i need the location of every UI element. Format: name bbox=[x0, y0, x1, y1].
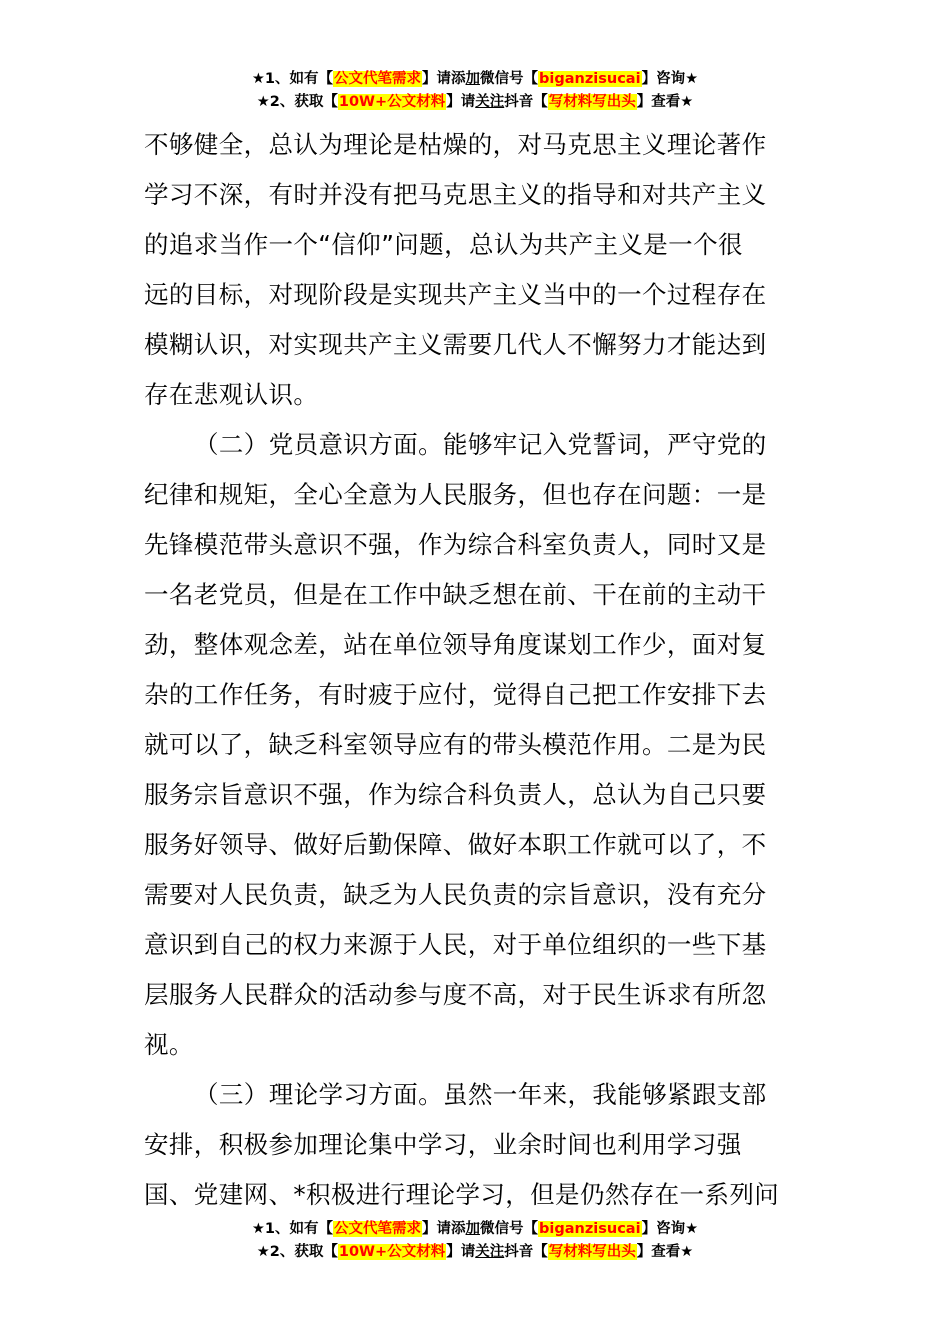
banner-text: 】咨询★ bbox=[641, 71, 699, 87]
text-line: 杂的工作任务，有时疲于应付，觉得自己把工作安排下去 bbox=[144, 680, 767, 709]
banner-line-2 bbox=[0, 1241, 950, 1264]
text-line: 学习不深，有时并没有把马克思主义的指导和对共产主义 bbox=[144, 180, 767, 209]
banner-text: 】请 bbox=[446, 94, 476, 110]
banner-underlined-text: 加 bbox=[465, 1221, 481, 1237]
banner-text: 微信号【 bbox=[480, 1221, 539, 1237]
banner-text: 】请添 bbox=[422, 1221, 466, 1237]
text-line: 存在悲观认识。 bbox=[144, 380, 319, 409]
banner-highlight: 10W+公文材料 bbox=[338, 94, 446, 110]
banner-line-1 bbox=[0, 1218, 950, 1241]
text-line: 远的目标，对现阶段是实现共产主义当中的一个过程存在 bbox=[144, 280, 767, 309]
banner-text: 】请 bbox=[446, 1244, 476, 1260]
banner-highlight: 10W+公文材料 bbox=[338, 1244, 446, 1260]
banner-text: 微信号【 bbox=[480, 71, 539, 87]
text-line: 劲，整体观念差，站在单位领导角度谋划工作少，面对复 bbox=[144, 630, 767, 659]
text-line: 一名老党员，但是在工作中缺乏想在前、干在前的主动干 bbox=[144, 580, 767, 609]
paragraph-start-line: （三）理论学习方面。虽然一年来，我能够紧跟支部 bbox=[194, 1080, 767, 1109]
text-line: 意识到自己的权力来源于人民，对于单位组织的一些下基 bbox=[144, 930, 767, 959]
banner-text: 】请添 bbox=[422, 71, 466, 87]
banner-text: ★2、获取【 bbox=[256, 1244, 338, 1260]
text-line: 先锋模范带头意识不强，作为综合科室负责人，同时又是 bbox=[144, 530, 767, 559]
text-line: 层服务人民群众的活动参与度不高，对于民生诉求有所忽 bbox=[144, 980, 767, 1009]
text-line: 纪律和规矩，全心全意为人民服务，但也存在问题：一是 bbox=[144, 480, 767, 509]
banner-text: 抖音【 bbox=[504, 94, 548, 110]
header-banner bbox=[0, 68, 950, 114]
banner-underlined-text: 关注 bbox=[475, 1244, 505, 1260]
text-line: 的追求当作一个“信仰”问题，总认为共产主义是一个很 bbox=[144, 230, 743, 259]
text-line: 模糊认识，对实现共产主义需要几代人不懈努力才能达到 bbox=[144, 330, 767, 359]
footer-banner bbox=[0, 1218, 950, 1264]
banner-highlight: 写材料写出头 bbox=[548, 94, 636, 110]
banner-text: 】查看★ bbox=[636, 94, 694, 110]
banner-text: 】咨询★ bbox=[641, 1221, 699, 1237]
banner-highlight: biganzisucai bbox=[539, 1221, 641, 1237]
banner-text: ★2、获取【 bbox=[256, 94, 338, 110]
banner-line-1 bbox=[0, 68, 950, 91]
banner-line-2 bbox=[0, 91, 950, 114]
banner-highlight: 公文代笔需求 bbox=[334, 1221, 422, 1237]
banner-text: 】查看★ bbox=[636, 1244, 694, 1260]
document-body bbox=[144, 120, 808, 1220]
text-line: 服务好领导、做好后勤保障、做好本职工作就可以了，不 bbox=[144, 830, 767, 859]
banner-highlight: biganzisucai bbox=[539, 71, 641, 87]
text-line: 服务宗旨意识不强，作为综合科负责人，总认为自己只要 bbox=[144, 780, 767, 809]
text-line: 需要对人民负责，缺乏为人民负责的宗旨意识，没有充分 bbox=[144, 880, 767, 909]
text-line: 国、党建网、*积极进行理论学习，但是仍然存在一系列问 bbox=[144, 1180, 780, 1209]
text-line: 安排，积极参加理论集中学习，业余时间也利用学习强 bbox=[144, 1130, 742, 1159]
text-line: 不够健全，总认为理论是枯燥的，对马克思主义理论著作 bbox=[144, 130, 767, 159]
banner-text: 抖音【 bbox=[504, 1244, 548, 1260]
paragraph-start-line: （二）党员意识方面。能够牢记入党誓词，严守党的 bbox=[194, 430, 767, 459]
banner-highlight: 写材料写出头 bbox=[548, 1244, 636, 1260]
banner-text: ★1、如有【 bbox=[251, 71, 334, 87]
banner-underlined-text: 加 bbox=[465, 71, 481, 87]
banner-underlined-text: 关注 bbox=[475, 94, 505, 110]
banner-highlight: 公文代笔需求 bbox=[334, 71, 422, 87]
banner-text: ★1、如有【 bbox=[251, 1221, 334, 1237]
text-line: 就可以了，缺乏科室领导应有的带头模范作用。二是为民 bbox=[144, 730, 767, 759]
text-line: 视。 bbox=[144, 1030, 194, 1059]
